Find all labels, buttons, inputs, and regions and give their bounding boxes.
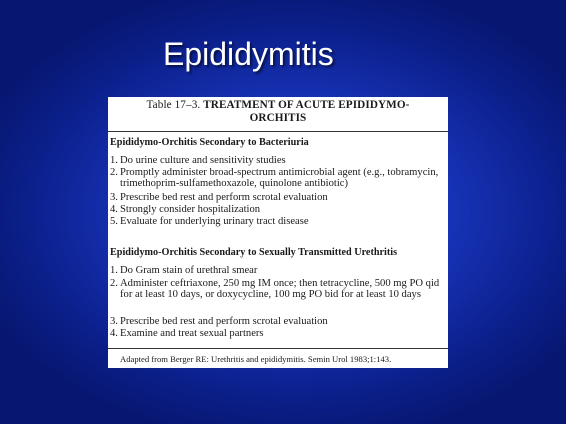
- table-name: TREATMENT OF ACUTE EPIDIDYMO-: [203, 99, 410, 111]
- list-item: 3. Prescribe bed rest and perform scrotal evaluation: [110, 316, 328, 327]
- list-item: 2. Promptly administer broad-spectrum antimicrobial agent (e.g., tobramycin, trimethoprim-sulfamethoxazole, quinolone antibiotic): [110, 167, 439, 190]
- table-footnote: Adapted from Berger RE: Urethritis and epididymitis. Semin Urol 1983;1:143.: [120, 354, 392, 364]
- list-item: 2. Administer ceftriaxone, 250 mg IM once; then tetracycline, 500 mg PO qid for at least 10 days, or doxycycline, 100 mg PO bid for at least 10 days: [110, 278, 440, 301]
- table-top-rule: [108, 131, 448, 132]
- treatment-table: [108, 97, 448, 368]
- section-title-bacteriuria: Epididymo-Orchitis Secondary to Bacteriuria: [110, 137, 309, 148]
- list-item: 1. Do urine culture and sensitivity studies: [110, 155, 286, 166]
- table-heading: [108, 97, 448, 130]
- slide-title: Epididymitis: [163, 36, 334, 72]
- list-item: 1. Do Gram stain of urethral smear: [110, 265, 258, 276]
- section-title-urethritis: Epididymo-Orchitis Secondary to Sexually Transmitted Urethritis: [110, 247, 398, 258]
- table-bottom-rule: [108, 348, 448, 349]
- table-name-line2: ORCHITIS: [249, 112, 307, 124]
- table-number: Table 17–3.: [146, 99, 201, 111]
- list-item: 4. Strongly consider hospitalization: [110, 204, 261, 215]
- list-item: 4. Examine and treat sexual partners: [110, 328, 264, 339]
- list-item: 5. Evaluate for underlying urinary tract disease: [110, 216, 309, 227]
- list-item: 3. Prescribe bed rest and perform scrotal evaluation: [110, 192, 328, 203]
